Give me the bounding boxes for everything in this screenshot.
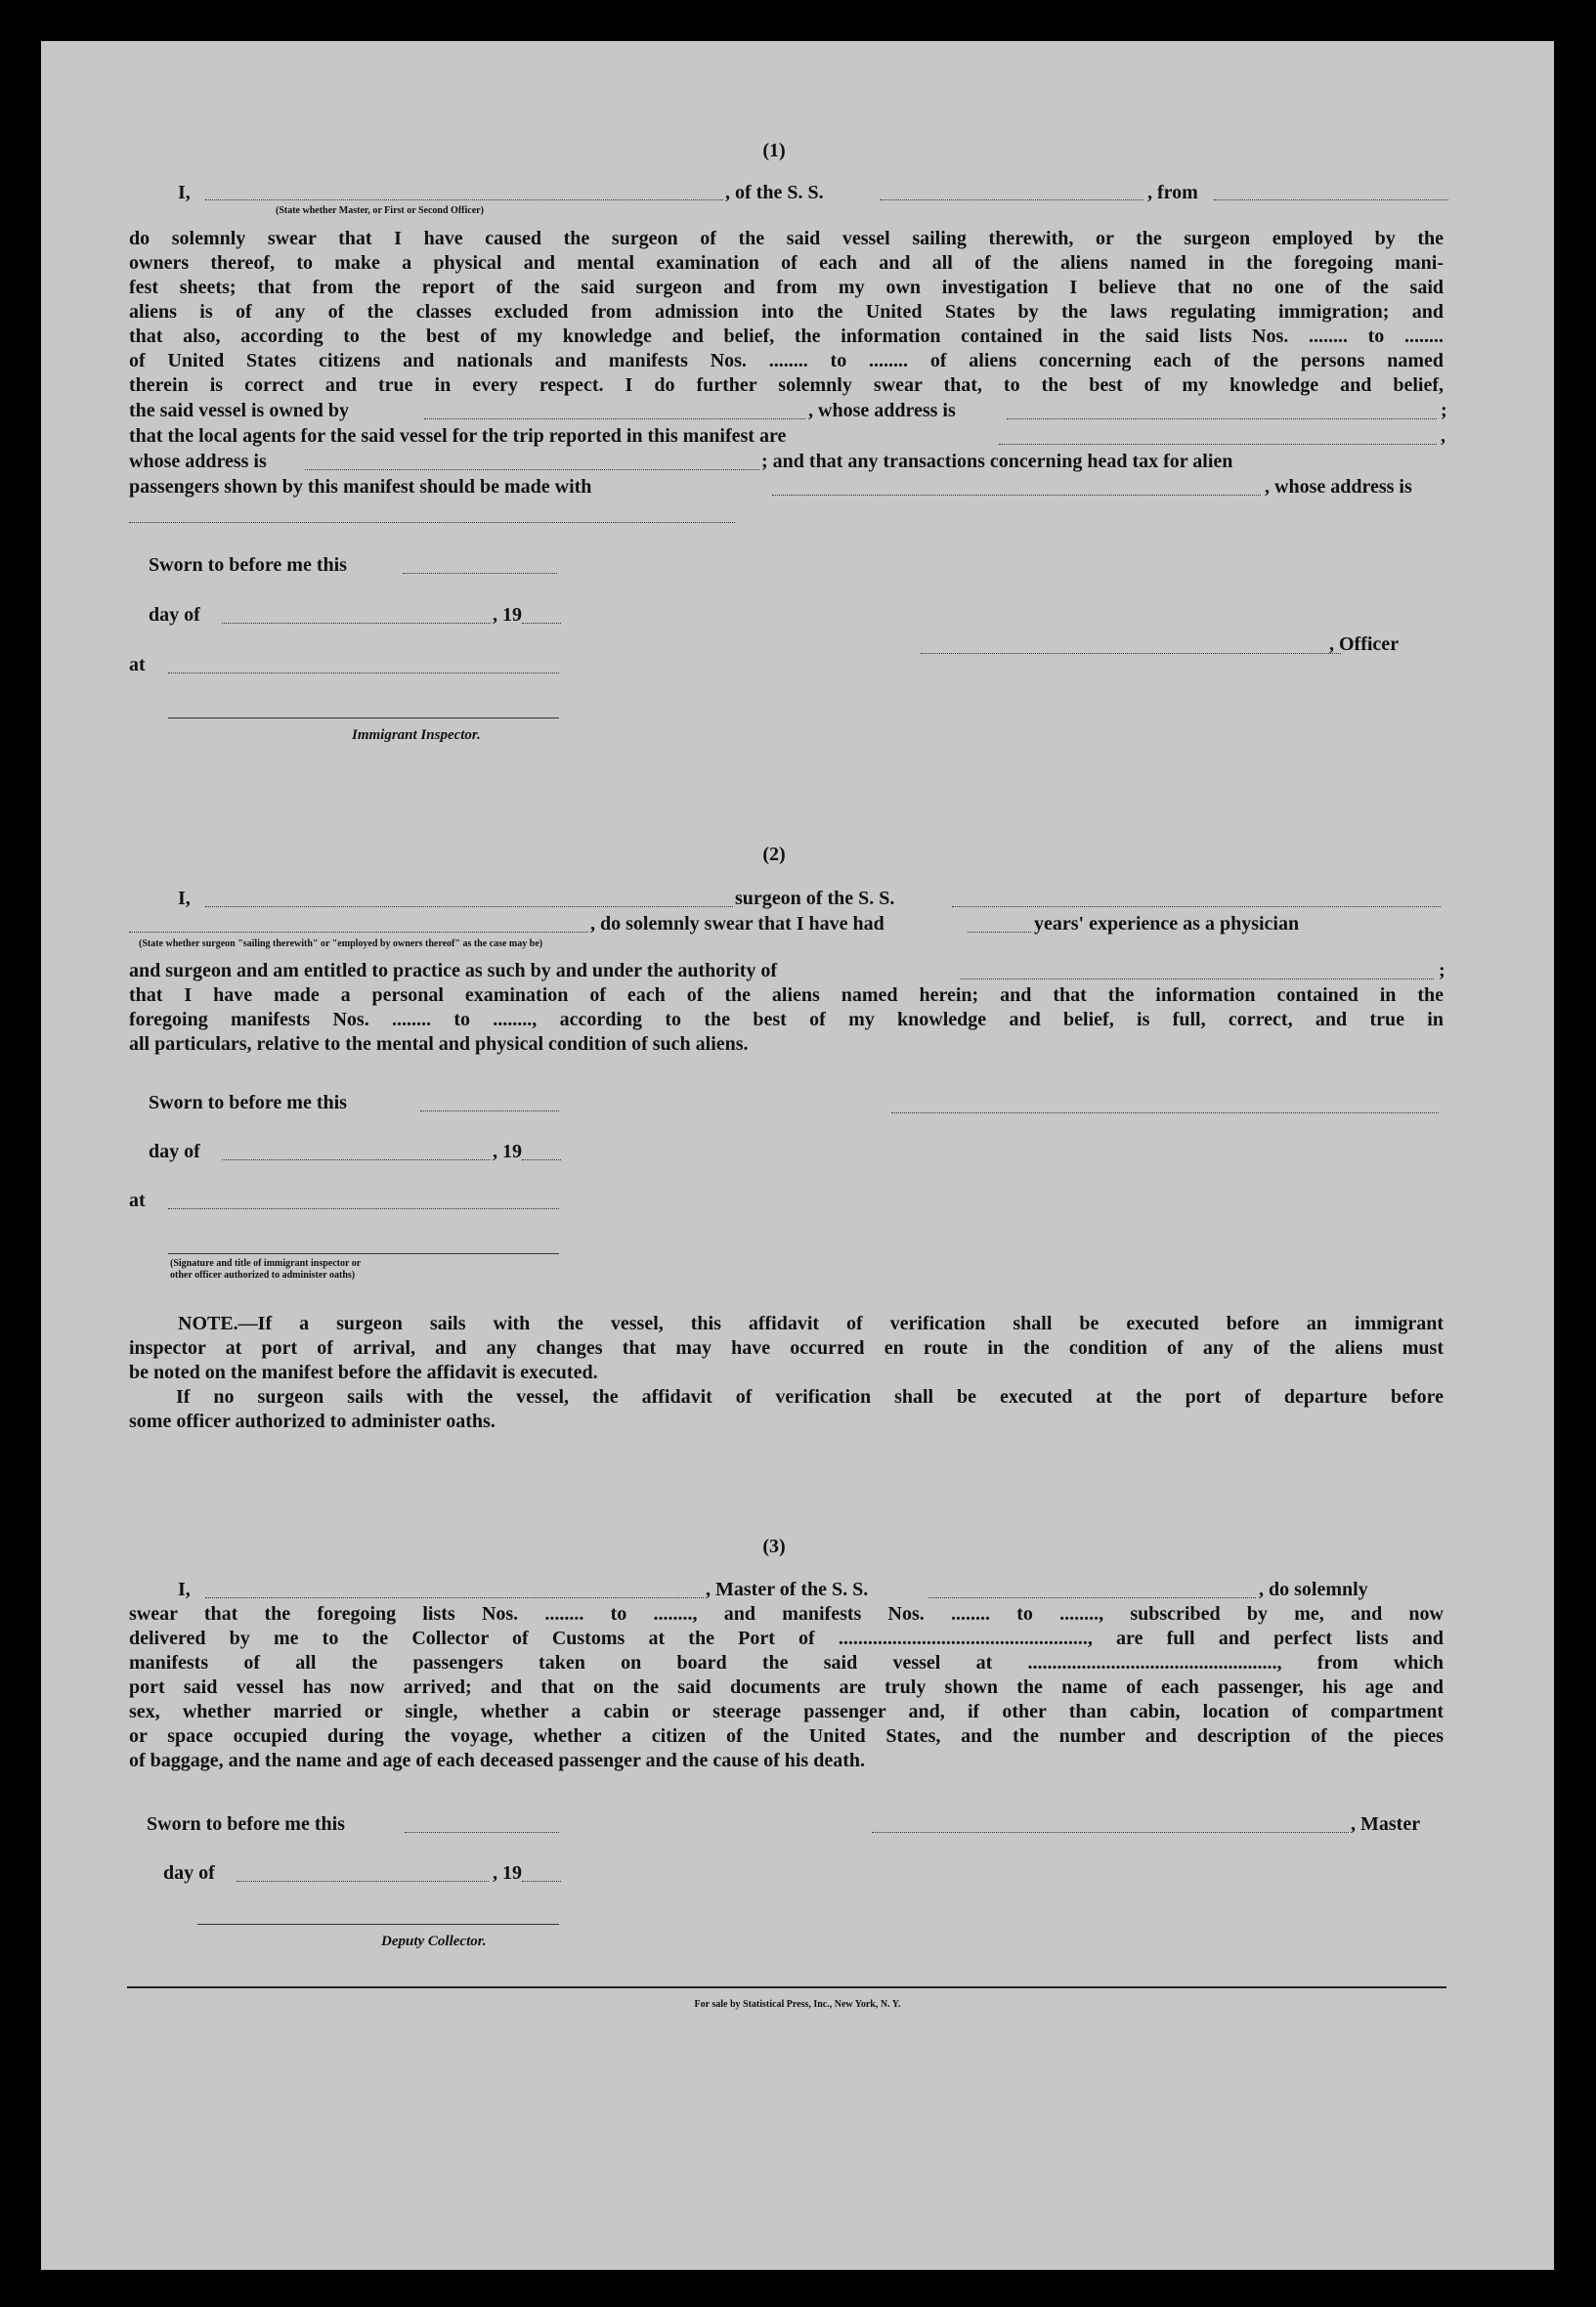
- s3-deputy: Deputy Collector.: [381, 1934, 487, 1949]
- s3-sworn: Sworn to before me this: [147, 1813, 345, 1835]
- s1-owned-by: the said vessel is owned by: [129, 400, 350, 421]
- s2-sig-note-1: (Signature and title of immigrant inspector or: [170, 1258, 362, 1269]
- s2-at-blank: [168, 1195, 559, 1209]
- s3-year-blank: [522, 1867, 561, 1882]
- s3-master-of: , Master of the S. S.: [706, 1579, 869, 1600]
- s1-head-tax: ; and that any transactions concerning head tax for alien: [761, 451, 1233, 472]
- note-line-2: inspector at port of arrival, and any changes that may have occurred en route in the condition of any of the aliens must: [129, 1337, 1444, 1359]
- s1-owner-blank: [424, 405, 805, 419]
- s3-line-7: of baggage, and the name and age of each deceased passenger and the cause of his death.: [129, 1750, 865, 1771]
- s2-sworn: Sworn to before me this: [149, 1092, 347, 1113]
- s1-sworn: Sworn to before me this: [149, 554, 347, 576]
- s3-line-5: sex, whether married or single, whether a cabin or steerage passenger and, if other than cabin, location of compartment: [129, 1701, 1444, 1722]
- s2-surgeon-type-blank: [129, 918, 588, 933]
- s1-year-blank: [522, 609, 561, 624]
- s1-sworn-blank: [403, 559, 557, 574]
- s1-ship-blank: [880, 186, 1143, 200]
- s3-name-blank: [205, 1584, 704, 1598]
- s3-collector-line: [197, 1924, 559, 1925]
- s3-master: , Master: [1351, 1813, 1421, 1835]
- s2-line-4: all particulars, relative to the mental and physical condition of such aliens.: [129, 1033, 749, 1055]
- footer-printer: For sale by Statistical Press, Inc., New York, N. Y.: [694, 1999, 901, 2010]
- s2-experience: years' experience as a physician: [1034, 913, 1300, 935]
- s1-day-blank: [222, 609, 491, 624]
- s1-whose-address-is: whose address is: [129, 451, 267, 472]
- s1-inspector: Immigrant Inspector.: [352, 727, 481, 743]
- s2-year: , 19: [493, 1141, 522, 1162]
- s1-whose-address-is-2: , whose address is: [1265, 476, 1412, 498]
- s1-line-6: of United States citizens and nationals and manifests Nos. ........ to ........ of aliens concerning each of the persons named: [129, 350, 1444, 371]
- s2-line-3: foregoing manifests Nos. ........ to ........, according to the best of my knowledge and belief, is full, correct, and true in: [129, 1009, 1444, 1030]
- s3-line-6: or space occupied during the voyage, whether a citizen of the United States, and the number and description of the pieces: [129, 1725, 1444, 1747]
- s2-i: I,: [178, 888, 191, 909]
- s2-line-1: and surgeon and am entitled to practice as such by and under the authority of: [129, 960, 778, 981]
- s1-day-of: day of: [149, 604, 200, 626]
- s2-ship-blank: [952, 892, 1441, 907]
- s1-from: , from: [1147, 182, 1198, 203]
- s1-line-3: fest sheets; that from the report of the said surgeon and from my own investigation I believe that no one of the said: [129, 277, 1444, 298]
- s2-surgeon-signature-blank: [891, 1099, 1439, 1113]
- s2-signature-line: [168, 1253, 559, 1254]
- s1-of-ss: , of the S. S.: [725, 182, 824, 203]
- s2-sworn-blank: [420, 1097, 559, 1111]
- s3-ship-blank: [928, 1584, 1256, 1598]
- s2-year-blank: [522, 1146, 561, 1160]
- s2-note: (State whether surgeon "sailing therewith" or "employed by owners thereof" as the case may be): [139, 938, 543, 949]
- s3-master-blank: [872, 1818, 1349, 1833]
- s1-from-blank: [1214, 186, 1448, 200]
- s2-authority-blank: [960, 965, 1434, 979]
- s1-agents: that the local agents for the said vessel for the trip reported in this manifest are: [129, 425, 787, 447]
- s1-i: I,: [178, 182, 191, 203]
- footer-rule: [127, 1986, 1446, 1988]
- s2-day-blank: [222, 1146, 491, 1160]
- s2-swear: , do solemnly swear that I have had: [590, 913, 884, 935]
- s1-officer: , Officer: [1329, 633, 1400, 655]
- s3-line-1: swear that the foregoing lists Nos. ........ to ........, and manifests Nos. ........ to ........, subscribed by me, and now: [129, 1603, 1444, 1625]
- s2-years-blank: [968, 918, 1031, 933]
- s2-day-of: day of: [149, 1141, 200, 1162]
- s2-sig-note-2: other officer authorized to administer oaths): [170, 1270, 356, 1281]
- s2-surgeon-of: surgeon of the S. S.: [735, 888, 895, 909]
- s3-i: I,: [178, 1579, 191, 1600]
- s3-sworn-blank: [405, 1818, 559, 1833]
- s1-whose-address: , whose address is: [808, 400, 956, 421]
- note-line-4: If no surgeon sails with the vessel, the affidavit of verification shall be executed at the port of departure before: [176, 1386, 1444, 1408]
- s1-master-note: (State whether Master, or First or Second Officer): [276, 205, 484, 216]
- s1-officer-blank: [921, 639, 1341, 654]
- section-1-number: (1): [762, 140, 786, 161]
- s3-year: , 19: [493, 1862, 522, 1884]
- s3-day-blank: [237, 1867, 489, 1882]
- s2-line-2: that I have made a personal examination of each of the aliens named herein; and that the information contained in the: [129, 984, 1444, 1006]
- s2-at: at: [129, 1190, 146, 1211]
- s2-name-blank: [205, 892, 733, 907]
- s1-at: at: [129, 654, 146, 675]
- s1-line-2: owners thereof, to make a physical and mental examination of each and all of the aliens named in the foregoing mani-: [129, 252, 1444, 274]
- s3-do-solemnly: , do solemnly: [1259, 1579, 1368, 1600]
- s3-day-of: day of: [163, 1862, 215, 1884]
- s1-name-blank: [205, 186, 723, 200]
- s3-line-2: delivered by me to the Collector of Customs at the Port of ..................................................., are full and perfect lists and: [129, 1628, 1444, 1649]
- s1-transactions-blank: [772, 481, 1261, 496]
- s3-line-3: manifests of all the passengers taken on board the said vessel at ..................................................., from which: [129, 1652, 1444, 1674]
- s1-line-1: do solemnly swear that I have caused the surgeon of the said vessel sailing therewith, or the surgeon employed by the: [129, 228, 1444, 249]
- s3-line-4: port said vessel has now arrived; and that on the said documents are truly shown the name of each passenger, his age and: [129, 1676, 1444, 1698]
- s1-agents-blank: [999, 430, 1437, 445]
- s1-year: , 19: [493, 604, 522, 626]
- s1-line-7: therein is correct and true in every respect. I do further solemnly swear that, to the best of my knowledge and belief,: [129, 374, 1444, 396]
- s1-owner-address-blank: [1007, 405, 1437, 419]
- section-3-number: (3): [762, 1536, 786, 1557]
- manifest-page: (1) I, , of the S. S. , from (State whether Master, or First or Second Officer) do solemnly swear that I have caused the surgeon of the said vessel sailing therewith, or the surgeon employed by the owners thereof, to make a physical and mental examination of each and all of the aliens named in the foregoing mani- fest sheets; that from the report of the said surgeon and from my own investigation I believe that no one of the said aliens is of any of the classes excluded from admission into the United States by the laws regulating immigration; and that also, according to the best of my knowledge and belief, the information contained in the said lists Nos. ........ to ........ of United States citizens and nationals and manifests Nos. ........ to ........ of aliens concerning each of the persons named therein is correct and true in every respect. I do further solemnly swear that, to the best of my knowledge and belief, the said vessel is owned by , whose address is ; that the local agents for the said vessel for the trip reported in this manifest are , whose address is ; and that any transactions concerning head tax for alien passengers shown by this manifest should be made with , whose address is Sworn to before me this day of , 19 at Immigrant Inspector. , Officer (2) I, surgeon of the S. S. , do solemnly swear that I have had years' experience as a physician (State whether surgeon "sailing therewith" or "employed by owners thereof" as the case may be) and surgeon and am entitled to practice as such by and under the authority of ; that I have made a personal examination of each of the aliens named herein; and that the information contained in the foregoing manifests Nos. ........ to ........, according to the best of my knowledge and belief, is full, correct, and true in all particulars, relative to the mental and physical condition of such aliens. Sworn to before me this day of , 19 at (Signature and title of immigrant inspector or other officer authorized to administer oaths) NOTE.—If a surgeon sails with the vessel, this affidavit of verification shall be executed before an immigrant inspector at port of arrival, and any changes that may have occurred en route in the condition of any of the aliens must be noted on the manifest before the affidavit is executed. If no surgeon sails with the vessel, the affidavit of verification shall be executed at the port of departure before some officer authorized to administer oaths. (3) I, , Master of the S. S. , do solemnly swear that the foregoing lists Nos. ........ to ........, and manifests Nos. ........ to ........, subscribed by me, and now delivered by me to the Collector of Customs at the Port of ..................................................., are full and perfect lists and manifests of all the passengers taken on board the said vessel at ..................................................., from which port said vessel has now arrived; and that on the said documents are truly shown the name of each passenger, his age and sex, whether married or single, whether a cabin or steerage passenger and, if other than cabin, location of compartment or space occupied during the voyage, whether a citizen of the United States, and the number and description of the pieces of baggage, and the name and age of each deceased passenger and the cause of his death. Sworn to before me this , Master day of , 19 Deputy Collector. For sale by Statistical Press, Inc., New York, N. Y.: [41, 41, 1554, 2270]
- s1-line-4: aliens is of any of the classes excluded from admission into the United States by the laws regulating immigration; and: [129, 301, 1444, 323]
- s1-line-5: that also, according to the best of my knowledge and belief, the information contained in the said lists Nos. ........ to ........: [129, 326, 1444, 347]
- note-line-5: some officer authorized to administer oaths.: [129, 1411, 496, 1432]
- note-line-1: NOTE.—If a surgeon sails with the vessel, this affidavit of verification shall be executed before an immigrant: [178, 1313, 1444, 1334]
- section-2-number: (2): [762, 844, 786, 865]
- s1-at-blank: [168, 659, 559, 674]
- note-line-3: be noted on the manifest before the affidavit is executed.: [129, 1362, 598, 1383]
- s1-passengers: passengers shown by this manifest should be made with: [129, 476, 592, 498]
- s1-agent-address-blank: [305, 456, 759, 470]
- s1-transactions-address-blank: [129, 508, 735, 523]
